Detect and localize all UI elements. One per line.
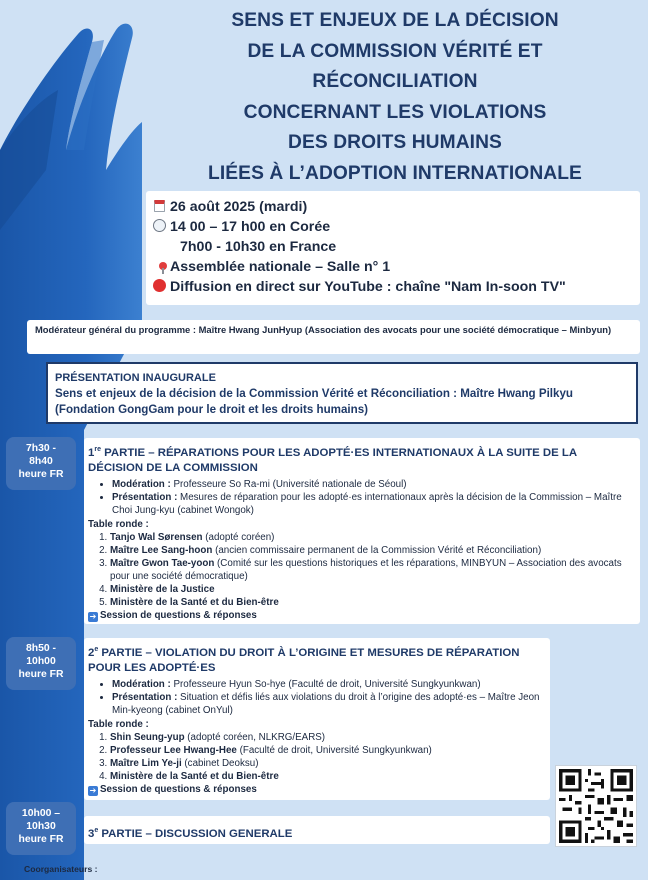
time-badge-part2 [6, 637, 76, 690]
panelist-name: Maître Lim Ye-ji [110, 757, 182, 769]
panelist-name: Maître Lee Sang-hoon [110, 544, 213, 556]
title-line: RÉCONCILIATION [312, 71, 478, 93]
title-line: DE LA COMMISSION VÉRITÉ ET [247, 40, 543, 62]
pin-icon [150, 257, 168, 277]
event-date: 26 août 2025 (mardi) [170, 199, 308, 215]
general-moderator: Modérateur général du programme : Maître Hwang JunHyup (Association des avocats pour une société démocratique – Minbyun) [27, 320, 640, 354]
page-title [150, 6, 640, 190]
panelist-detail: (cabinet Deoksu) [181, 757, 259, 769]
title-line: LIÉES À L’ADOPTION INTERNATIONALE [208, 162, 582, 184]
time-row [150, 217, 330, 237]
badge-line: 10h00 [26, 656, 56, 668]
calendar-icon [150, 197, 168, 217]
part-1-section [84, 438, 640, 624]
part-3-section [84, 816, 550, 844]
presentation-heading: PRÉSENTATION INAUGURALE [55, 372, 216, 384]
presentation-detail: Situation et défis liés aux violations du droit à l’origine des adopté·es – Maître Jeon Min-kyeong (cabinet OnYul) [112, 691, 540, 716]
badge-line: 8h40 [29, 456, 53, 468]
presentation-text: Sens et enjeux de la décision de la Commission Vérité et Réconciliation : Maître Hwang Pilkyu (Fondation GongGam pour le droit et les droits humains) [55, 387, 573, 416]
event-time-france: 7h00 - 10h30 en France [180, 239, 337, 255]
moderation-item [112, 478, 634, 491]
presentation-label: Présentation : [112, 691, 178, 703]
panelist-detail: (Comité sur les questions historiques et les réparations, MINBYUN – Association des avocats pour une société démocratique) [110, 557, 622, 582]
round-table-heading: Table ronde : [88, 718, 149, 730]
part-2-section [84, 638, 550, 800]
panelist-name: Professeur Lee Hwang-Hee [110, 744, 237, 756]
arrow-right-icon: ➔ [89, 611, 97, 621]
event-place: Assemblée nationale – Salle n° 1 [170, 259, 391, 275]
qa-session-label: Session de questions & réponses [100, 609, 257, 621]
badge-line: 10h30 [26, 821, 56, 833]
organizers-label: Coorganisateurs : [24, 864, 98, 874]
qr-code[interactable] [555, 765, 637, 847]
round-table-list [88, 731, 544, 783]
time-france-row [180, 237, 336, 257]
part-2-roles [88, 678, 544, 717]
presentation-detail: Mesures de réparation pour les adopté·es internationaux après la décision de la Commission – Maître Choi Jung-kyu (cabinet Wongok) [112, 491, 622, 516]
part-ordinal: e [94, 827, 99, 834]
qa-session [88, 609, 634, 623]
moderation-text: Professeure So Ra-mi (Université nationale de Séoul) [170, 478, 407, 490]
part-ordinal: re [94, 446, 101, 453]
date-row [150, 197, 307, 217]
list-item [110, 557, 634, 583]
list-item [110, 744, 544, 757]
moderation-item [112, 678, 544, 691]
list-item [110, 596, 634, 609]
part-number: 1 [88, 446, 95, 459]
panelist-name: Ministère de la Santé et du Bien-être [110, 770, 279, 782]
live-dot-icon [150, 277, 168, 297]
badge-line: heure FR [18, 669, 64, 681]
event-stream: Diffusion en direct sur YouTube : chaîne "Nam In-soon TV" [170, 279, 566, 295]
part-number: 2 [88, 646, 95, 659]
part-1-roles [88, 478, 634, 517]
event-info-box [146, 191, 640, 305]
part-3-title [88, 823, 544, 842]
title-line: DES DROITS HUMAINS [288, 132, 502, 154]
badge-line: 7h30 - [25, 443, 57, 454]
presentation-label: Présentation : [112, 491, 178, 503]
qa-session [88, 783, 544, 797]
list-item [110, 757, 544, 770]
arrow-right-icon: ➔ [89, 785, 97, 795]
list-item [110, 770, 544, 783]
badge-line: heure FR [18, 834, 64, 846]
badge-line: heure FR [18, 469, 64, 481]
panelist-detail: (adopté coréen, NLKRG/EARS) [184, 731, 326, 743]
panelist-name: Tanjo Wal Sørensen [110, 531, 203, 543]
part-title-text: PARTIE – RÉPARATIONS POUR LES ADOPTÉ·ES INTERNATIONAUX À LA SUITE DE LA DÉCISION DE LA COMMISSION [88, 446, 577, 474]
panelist-name: Maître Gwon Tae-yoon [110, 557, 215, 569]
part-ordinal: e [94, 646, 99, 653]
list-item [110, 731, 544, 744]
part-2-title [88, 642, 544, 676]
presentation-item [112, 491, 634, 517]
panelist-name: Ministère de la Justice [110, 583, 215, 595]
badge-line: 10h00 – [21, 808, 61, 819]
moderation-label: Modération : [112, 678, 171, 690]
panelist-detail: (ancien commissaire permanent de la Commission Vérité et Réconciliation) [212, 544, 542, 556]
panelist-name: Shin Seung-yup [110, 731, 185, 743]
panelist-name: Ministère de la Santé et du Bien-être [110, 596, 279, 608]
list-item [110, 531, 634, 544]
place-row [150, 257, 390, 277]
round-table-list [88, 531, 634, 609]
title-line: CONCERNANT LES VIOLATIONS [243, 101, 547, 123]
event-time-korea: 14 00 – 17 h00 en Corée [170, 219, 331, 235]
badge-line: 8h50 - [25, 643, 57, 654]
panelist-detail: (Faculté de droit, Université Sungkyunkwan) [236, 744, 432, 756]
stream-row [150, 277, 566, 297]
part-title-text: PARTIE – DISCUSSION GENERALE [98, 827, 293, 840]
panelist-detail: (adopté coréen) [202, 531, 275, 543]
part-number: 3 [88, 827, 95, 840]
part-title-text: PARTIE – VIOLATION DU DROIT À L’ORIGINE ET MESURES DE RÉPARATION POUR LES ADOPTÉ·ES [88, 646, 520, 674]
moderation-text: Professeure Hyun So-hye (Faculté de droit, Université Sungkyunkwan) [170, 678, 481, 690]
moderation-label: Modération : [112, 478, 171, 490]
clock-icon [150, 217, 168, 237]
list-item [110, 583, 634, 596]
qa-session-label: Session de questions & réponses [100, 783, 257, 795]
part-1-title [88, 442, 634, 476]
opening-presentation [46, 362, 638, 424]
presentation-item [112, 691, 544, 717]
list-item [110, 544, 634, 557]
round-table-heading: Table ronde : [88, 518, 149, 530]
title-line: SENS ET ENJEUX DE LA DÉCISION [231, 10, 559, 31]
time-badge-part3 [6, 802, 76, 855]
time-badge-part1 [6, 437, 76, 490]
